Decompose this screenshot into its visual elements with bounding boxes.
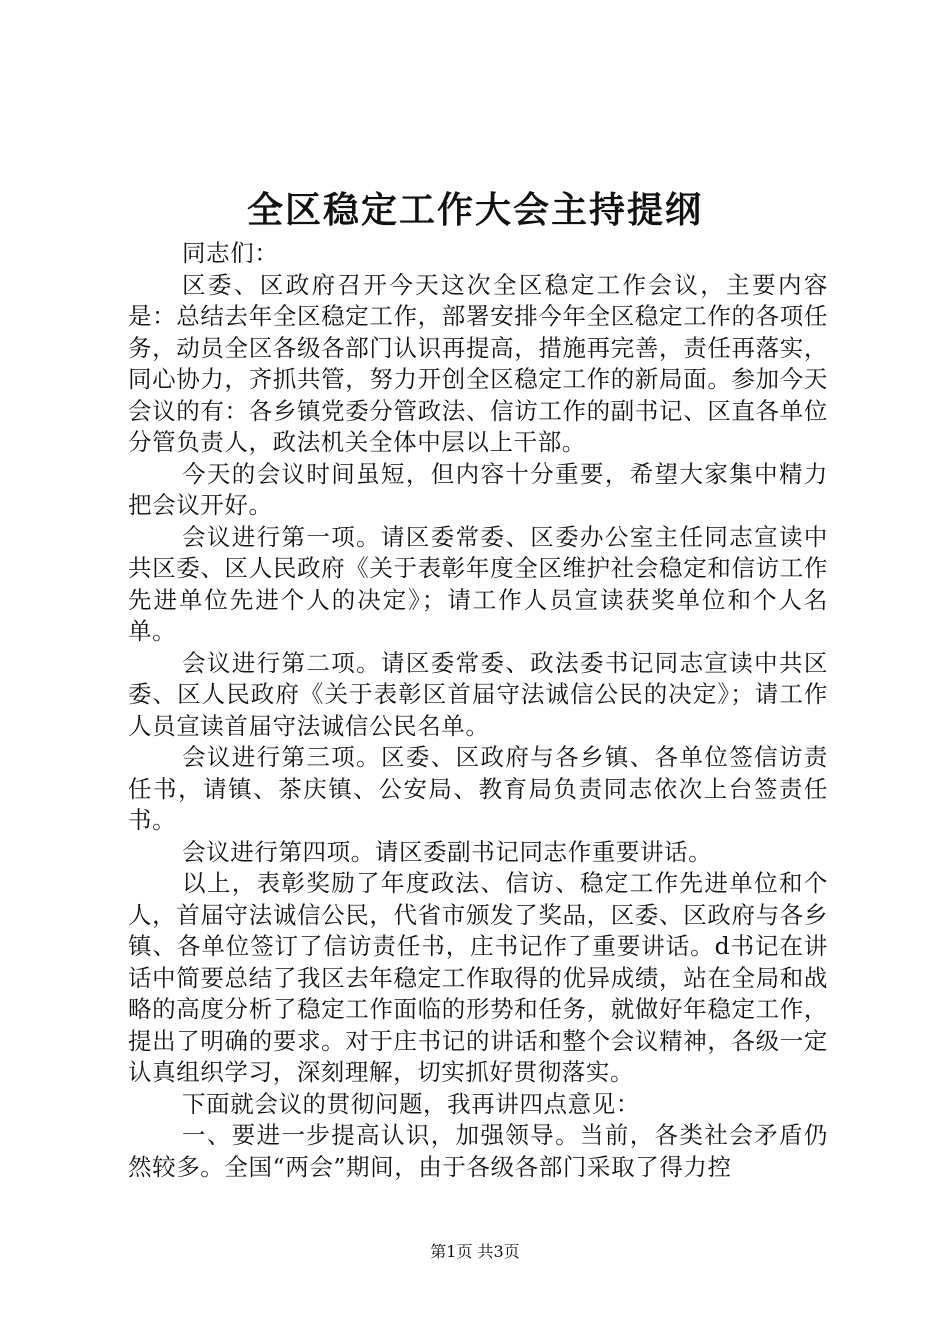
document-title: 全区稳定工作大会主持提纲 [246, 189, 703, 231]
paragraph-item-three: 会议进行第三项。区委、区政府与各乡镇、各单位签信访责任书，请镇、茶庆镇、公安局、教育局负责同志依次上台签责任书。 [128, 743, 828, 834]
document-body [128, 238, 828, 1183]
paragraph-salutation: 同志们： [182, 239, 279, 267]
paragraph-intro: 区委、区政府召开今天这次全区稳定工作会议，主要内容是：总结去年全区稳定工作，部署安排今年全区稳定工作的各项任务，动员全区各级各部门认识再提高，措施再完善，责任再落实，同心协力，齐抓共管，努力开创全区稳定工作的新局面。参加今天会议的有：各乡镇党委分管政法、信访工作的副书记、区直各单位分管负责人，政法机关全体中层以上干部。 [128, 270, 828, 456]
paragraph-item-two: 会议进行第二项。请区委常委、政法委书记同志宣读中共区委、区人民政府《关于表彰区首届守法诚信公民的决定》；请工作人员宣读首届守法诚信公民名单。 [128, 648, 828, 740]
paragraph-importance: 今天的会议时间虽短，但内容十分重要，希望大家集中精力把会议开好。 [128, 459, 828, 519]
paragraph-item-four: 会议进行第四项。请区委副书记同志作重要讲话。 [182, 837, 713, 866]
paragraph-opinions-intro: 下面就会议的贯彻问题，我再讲四点意见： [182, 1089, 640, 1118]
paragraph-summary: 以上，表彰奖励了年度政法、信访、稳定工作先进单位和个人，首届守法诚信公民，代省市颁发了奖品，区委、区政府与各乡镇、各单位签订了信访责任书，庄书记作了重要讲话。d书记在讲话中简要总结了我区去年稳定工作取得的优异成绩，站在全局和战略的高度分析了稳定工作面临的形势和任务，就做好年稳定工作，提出了明确的要求。对于庄书记的讲话和整个会议精神，各级一定认真组织学习，深刻理解，切实抓好贯彻落实。 [128, 869, 828, 1086]
paragraph-item-one: 会议进行第一项。请区委常委、区委办公室主任同志宣读中共区委、区人民政府《关于表彰年度全区维护社会稳定和信访工作先进单位先进个人的决定》；请工作人员宣读获奖单位和个人名单。 [128, 522, 828, 645]
paragraph-opinion-one: 一、要进一步提高认识，加强领导。当前，各类社会矛盾仍然较多。全国“两会”期间，由于各级各部门采取了得力控 [128, 1121, 828, 1181]
page-number-footer: 第1页 共3页 [430, 1242, 520, 1261]
